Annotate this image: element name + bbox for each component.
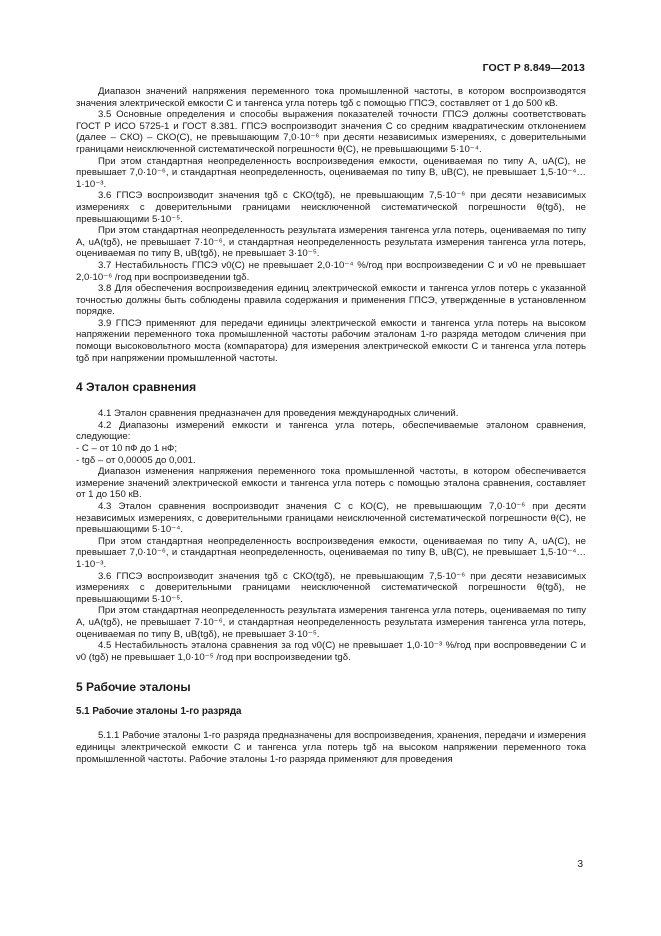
paragraph: При этом стандартная неопределенность результата измерения тангенса угла потерь, оцениваемая по типу A, uA(tgδ), не превышает 7·10⁻⁶, и стандартная неопределенность результата измерения тангенса угла потерь, оцениваемая по типу B, uB(tgδ), не превышает 3·10⁻⁵. bbox=[76, 605, 586, 640]
section-heading: 4 Эталон сравнения bbox=[76, 380, 197, 395]
paragraph: 3.7 Нестабильность ГПСЭ ν0(C) не превышает 2,0·10⁻⁴ %/год при воспроизведении C и ν0 не превышает 2,0·10⁻⁶ /год при воспроизведении tgδ. bbox=[76, 259, 586, 283]
paragraph: 5.1.1 Рабочие эталоны 1-го разряда предназначены для воспроизведения, хранения, передачи и измерения единицы электрической емкости C и тангенса угла потерь tgδ на высоком напряжении переменного тока промышленной частоты. Рабочие эталоны 1-го разряда применяют для проведения bbox=[76, 730, 586, 765]
paragraph: 3.5 Основные определения и способы выражения показателей точности ГПСЭ должны соответствовать ГОСТ Р ИСО 5725-1 и ГОСТ 8.381. ГПСЭ воспроизводит значения C со средним квадратическим отклонением (далее – СКО) – СКО(C), не превышающим 7,0·10⁻⁶ при десяти независимых измерениях, с доверительными границами неисключенной систематической погрешности θ(C), не превышающими 5·10⁻⁴. bbox=[76, 109, 586, 155]
page-number: 3 bbox=[577, 859, 583, 870]
paragraph: Диапазон значений напряжения переменного тока промышленной частоты, в котором воспроизводятся значения электрической емкости C и тангенса угла потерь tgδ с помощью ГПСЭ, составляет от 1 до 500 кВ. bbox=[76, 86, 586, 109]
paragraph: При этом стандартная неопределенность результата измерения тангенса угла потерь, оцениваемая по типу A, uA(tgδ), не превышает 7·10⁻⁶, и стандартная неопределенность результата измерения тангенса угла потерь, оцениваемая по типу B, uB(tgδ), не превышает 3·10⁻⁵. bbox=[76, 225, 586, 260]
paragraph: При этом стандартная неопределенность воспроизведения емкости, оцениваемая по типу A, uA(C), не превышает 7,0·10⁻⁶, и стандартная неопределенность, оцениваемая по типу B, uB(C), не превышает 1,5·10⁻⁴…1·10⁻³. bbox=[76, 155, 586, 190]
document-body bbox=[76, 86, 586, 765]
paragraph: 4.3 Эталон сравнения воспроизводит значения C с КО(C), не превышающим 7,0·10⁻⁶ при десяти независимых измерениях, с доверительными границами неисключенной систематической погрешности θ(C), не превышающими 5·10⁻⁴. bbox=[76, 501, 586, 536]
paragraph: 3.8 Для обеспечения воспроизведения единиц электрической емкости и тангенса углов потерь с указанной точностью должны быть соблюдены правила содержания и применения ГПСЭ, утвержденные в установленном порядке. bbox=[76, 283, 586, 318]
paragraph: 3.9 ГПСЭ применяют для передачи единицы электрической емкости и тангенса угла потерь на высоком напряжении переменного тока промышленной частоты рабочим эталонам 1-го разряда методом сличения при помощи высоковольтного моста (компаратора) для измерения электрической емкости C и тангенса угла потерь tgδ при напряжении промышленной частоты. bbox=[76, 317, 586, 364]
section-heading: 5 Рабочие эталоны bbox=[76, 680, 191, 695]
subsection-heading: 5.1 Рабочие эталоны 1-го разряда bbox=[76, 706, 242, 718]
paragraph: При этом стандартная неопределенность воспроизведения емкости, оцениваемая по типу A, uA(C), не превышает 7,0·10⁻⁶, и стандартная неопределенность, оцениваемая по типу B, uB(C), не превышает 1,5·10⁻⁴…1·10⁻³. bbox=[76, 535, 586, 570]
document-header: ГОСТ Р 8.849—2013 bbox=[482, 62, 585, 74]
paragraph: 4.2 Диапазоны измерений емкости и тангенса угла потерь, обеспечиваемые эталоном сравнения, следующие: bbox=[76, 419, 586, 443]
paragraph: 4.5 Нестабильность эталона сравнения за год ν0(C) не превышает 1,0·10⁻³ %/год при воспровведении C и ν0 (tgδ) не превышает 1,0·10⁻⁵ /год при воспроизведении tgδ. bbox=[76, 640, 586, 663]
paragraph: 4.1 Эталон сравнения предназначен для проведения международных сличений. bbox=[98, 408, 459, 420]
paragraph: 3.6 ГПСЭ воспроизводит значения tgδ с СКО(tgδ), не превышающим 7,5·10⁻⁶ при десяти независимых измерениях с доверительными границами неисключенной систематической погрешности θ(tgδ), не превышающими 5·10⁻⁵. bbox=[76, 570, 586, 605]
paragraph: 3.6 ГПСЭ воспроизводит значения tgδ с СКО(tgδ), не превышающим 7,5·10⁻⁶ при десяти независимых измерениях с доверительными границами неисключенной систематической погрешности θ(tgδ), не превышающими 5·10⁻⁵. bbox=[76, 190, 586, 225]
list-item: - tgδ – от 0,00005 до 0,001. bbox=[76, 454, 196, 466]
list-item: - C – от 10 пФ до 1 нФ; bbox=[76, 443, 177, 455]
paragraph: Диапазон изменения напряжения переменного тока промышленной частоты, в котором обеспечивается измерение значений электрической емкости и тангенса угла потерь с помощью эталона сравнения, составляет от 1 до 150 кВ. bbox=[76, 466, 586, 501]
